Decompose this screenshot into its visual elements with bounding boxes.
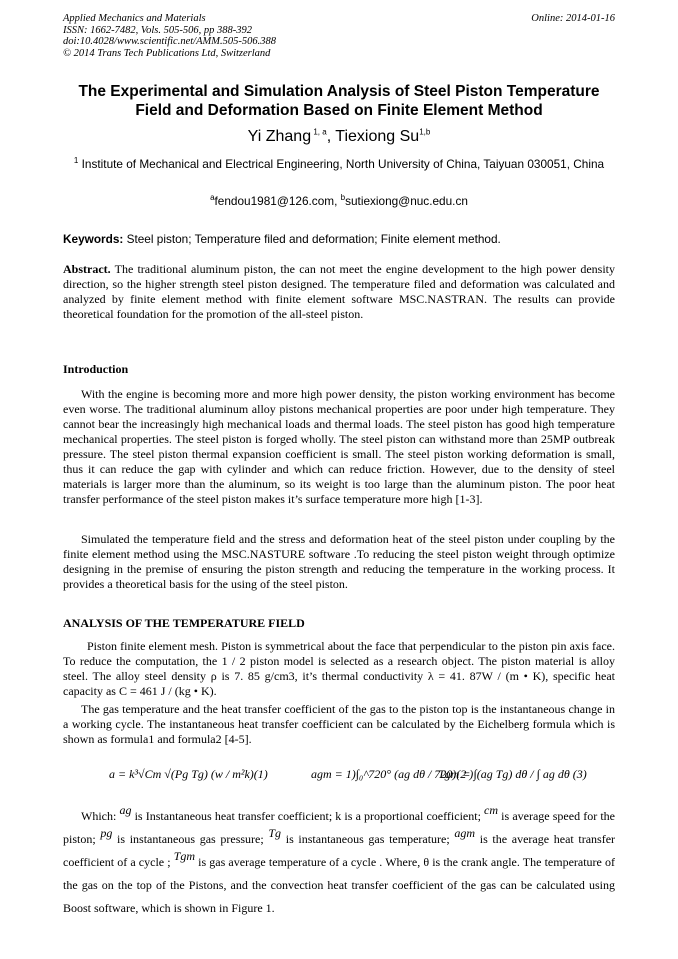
def-text-3: speed for the piston; — [63, 809, 616, 846]
issn-line: ISSN: 1662-7482, Vols. 505-506, pp 388-392 — [63, 24, 252, 36]
symbol-ag: ag — [119, 803, 132, 817]
author-2-sup: 1,b — [419, 127, 431, 137]
formula-block — [63, 757, 615, 799]
author-separator: , — [326, 128, 336, 145]
def-text-7: average heat transfer coefficient of a cycle ; — [63, 832, 616, 869]
def-text-5: is instantaneous gas temperature; — [281, 832, 455, 846]
affiliation — [64, 157, 614, 172]
keywords — [63, 232, 615, 246]
journal-name: Applied Mechanics and Materials — [63, 13, 206, 24]
formula-2: agm = 1)∫₀^720° (ag dθ / 720)(2 ) — [311, 767, 474, 781]
title-line-2: Field and Deformation Based on Finite Element Method — [135, 102, 543, 119]
def-text-1: is Instantaneous heat transfer coefficient; k is a proportional coefficient; — [131, 809, 485, 823]
analysis-heading: ANALYSIS OF THE TEMPERATURE FIELD — [63, 616, 305, 630]
author-1-name: Yi Zhang — [247, 128, 312, 145]
def-text-4: is instantaneous gas pressure; — [112, 832, 269, 846]
abstract — [63, 262, 615, 322]
symbol-tgm: Tgm — [173, 849, 196, 863]
symbol-definitions — [63, 805, 615, 920]
email-b: sutiexiong@nuc.edu.cn — [345, 194, 468, 208]
author-line — [55, 128, 623, 146]
email-b-sup: b — [340, 193, 346, 203]
paper-title — [55, 82, 623, 120]
analysis-paragraph-2: The gas temperature and the heat transfer coefficient of the gas to the piston top is the instantaneous change in a working cycle. The instantaneous heat transfer coefficient can be calculated by the Eichelberg formula which is shown as formula1 and formula2 [4-5]. — [63, 702, 615, 746]
author-emails — [55, 194, 623, 208]
online-date: Online: 2014-01-16 — [531, 13, 615, 24]
affiliation-text: Institute of Mechanical and Electrical Engineering, North University of China, Taiyuan 030051, China — [78, 157, 605, 171]
keywords-label: Keywords: — [63, 232, 124, 246]
symbol-pg: pg — [100, 826, 113, 840]
author-2-name: Tiexiong Su — [335, 128, 420, 145]
email-a: fendou1981@126.com, — [214, 194, 341, 208]
email-a-sup: a — [210, 193, 215, 203]
introduction-heading: Introduction — [63, 362, 129, 376]
symbol-tg: Tg — [268, 826, 282, 840]
intro-paragraph-1: With the engine is becoming more and more high power density, the piston working environment has become even worse. The traditional aluminum alloy pistons mechanical properties are poor under high temperature. They cannot bear the increasingly high mechanical loads and thermal loads. The steel piston has good high temperature mechanical properties. The steel piston is forged wholly. The steel piston can withstand more than 25MP outbreak pressure. The steel piston thermal expansion coefficient is small. The steel piston working deformation is small, thus it can reduce the gap with cylinder and which can reduce friction. However, due to the density of steel materials is larger more than the aluminum, so its weight is too large than the aluminum piston. The poor heat transfer performance of the steel piston makes it’s surface temperature more high [1-3]. — [63, 387, 615, 506]
author-1-sup: 1, a — [311, 127, 327, 137]
abstract-label: Abstract. — [63, 262, 111, 276]
keywords-text: Steel piston; Temperature filed and deformation; Finite element method. — [123, 232, 501, 246]
symbol-agm: agm — [454, 826, 476, 840]
def-text-8: is gas average temperature of a cycle . Where, θ is the crank angle. The temperature of the gas on the top of the Pistons, and the convection heat transfer coefficient of the gas can be calculated using Boost software, which is shown in Figure 1. — [63, 855, 615, 915]
copyright-line: © 2014 Trans Tech Publications Ltd, Switzerland — [63, 47, 271, 59]
formula-1: a = k³√Cm √(Pg Tg) (w / m²k)(1) — [109, 767, 268, 781]
analysis-paragraph-1: Piston finite element mesh. Piston is symmetrical about the face that perpendicular to the piston pin axis face. To reduce the computation, the 1 / 2 piston model is selected as a research object. The piston material is alloy steel. The alloy steel density ρ is 7. 85 g/cm3, it’s thermal conductivity λ = 41. 87W / (m • K), specific heat capacity as C = 461 J / (kg • K). — [63, 639, 615, 698]
abstract-text: The traditional aluminum piston, the can not meet the engine development to the high power density direction, so the higher strength steel piston designed. The temperature filed and deformation was calculated and analyzed by finite element method with finite element software MSC.NASTRAN. The results can provide theoretical foundation for the promotion of the all-steel piston. — [63, 262, 615, 321]
symbol-cm: cm — [484, 803, 499, 817]
doi-line: doi:10.4028/www.scientific.net/AMM.505-506.388 — [63, 36, 276, 47]
running-header — [63, 13, 615, 59]
formula-3: Tgm = ∫(ag Tg) dθ / ∫ ag dθ (3) — [438, 767, 587, 781]
def-text-6: is the — [475, 832, 508, 846]
affiliation-sup: 1 — [73, 156, 79, 166]
def-text-2: is average — [498, 809, 550, 823]
title-line-1: The Experimental and Simulation Analysis of Steel Piston Temperature — [78, 83, 600, 100]
intro-paragraph-2: Simulated the temperature field and the stress and deformation heat of the steel piston under coupling by the finite element method using the MSC.NASTURE software .To reducing the steel piston weight through optimize designing in the premise of ensuring the piston strength and reducing the temperature in the working process. It provides a theoretical basis for the using of the steel piston. — [63, 532, 615, 591]
which-label: Which: — [81, 809, 117, 823]
